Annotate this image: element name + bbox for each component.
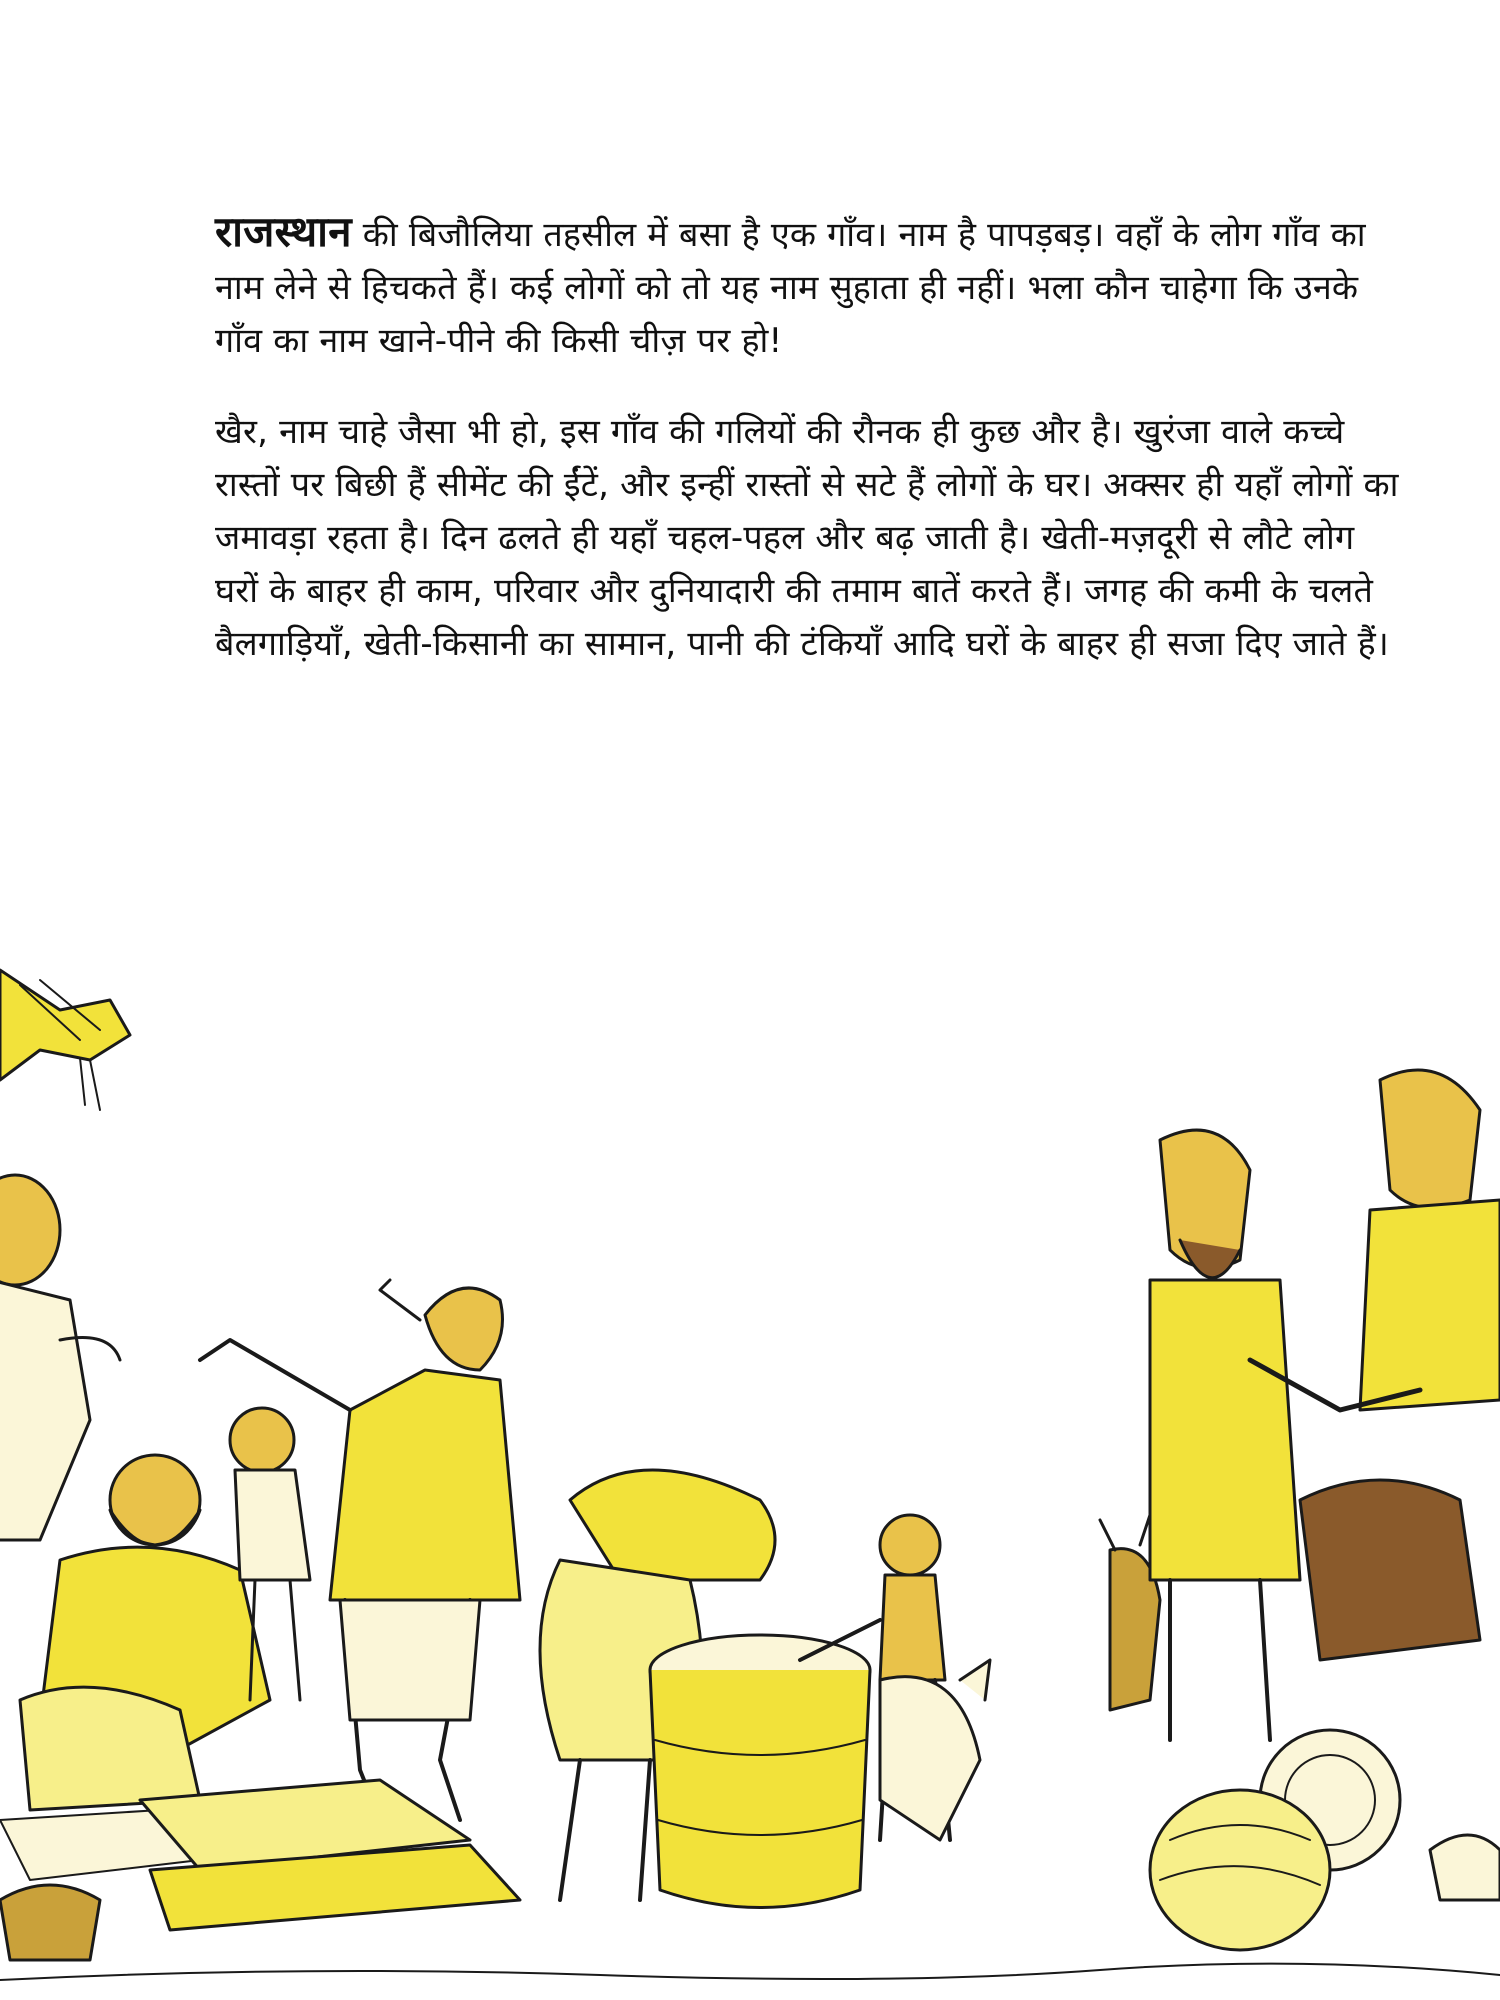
story-text bbox=[215, 205, 1400, 671]
paragraph-1-text: की बिजौलिया तहसील में बसा है एक गाँव। नाम है पापड़बड़। वहाँ के लोग गाँव का नाम लेने से हिचकते हैं। कई लोगों को तो यह नाम सुहाता ही नहीं। भला कौन चाहेगा कि उनके गाँव का नाम खाने-पीने की किसी चीज़ पर हो! bbox=[215, 215, 1366, 361]
stone-slabs bbox=[140, 1780, 520, 1930]
grain-sack bbox=[1150, 1790, 1330, 1950]
ground-line bbox=[0, 1964, 1500, 1980]
clay-pot bbox=[0, 1885, 100, 1960]
hanging-basket-illustration bbox=[0, 970, 130, 1110]
bearded-man-right bbox=[1150, 1130, 1300, 1740]
paragraph-2-text: खैर, नाम चाहे जैसा भी हो, इस गाँव की गलियों की रौनक ही कुछ और है। खुरंजा वाले कच्चे रास्तों पर बिछी हैं सीमेंट की ईंटें, और इन्हीं रास्तों से सटे हैं लोगों के घर। अक्सर ही यहाँ लोगों का जमावड़ा रहता है। दिन ढलते ही यहाँ चहल-पहल और बढ़ जाती है। खेती-मज़दूरी से लौटे लोग घरों के बाहर ही काम, परिवार और दुनियादारी की तमाम बातें करते हैं। जगह की कमी के चलते बैलगाड़ियाँ, खेती-किसानी का सामान, पानी की टंकियाँ आदि घरों के बाहर ही सजा दिए जाते हैं। bbox=[215, 412, 1399, 664]
man-at-left-edge bbox=[0, 1175, 120, 1540]
lead-word: राजस्थान bbox=[215, 207, 352, 256]
small-dog-lower-right bbox=[1430, 1835, 1500, 1900]
smiling-man-far-right bbox=[1360, 1070, 1500, 1410]
paragraph-1 bbox=[215, 205, 1400, 368]
dog bbox=[880, 1660, 990, 1840]
water-barrel bbox=[650, 1635, 870, 1908]
paragraph-2 bbox=[215, 406, 1400, 671]
village-street-illustration bbox=[0, 940, 1500, 2000]
